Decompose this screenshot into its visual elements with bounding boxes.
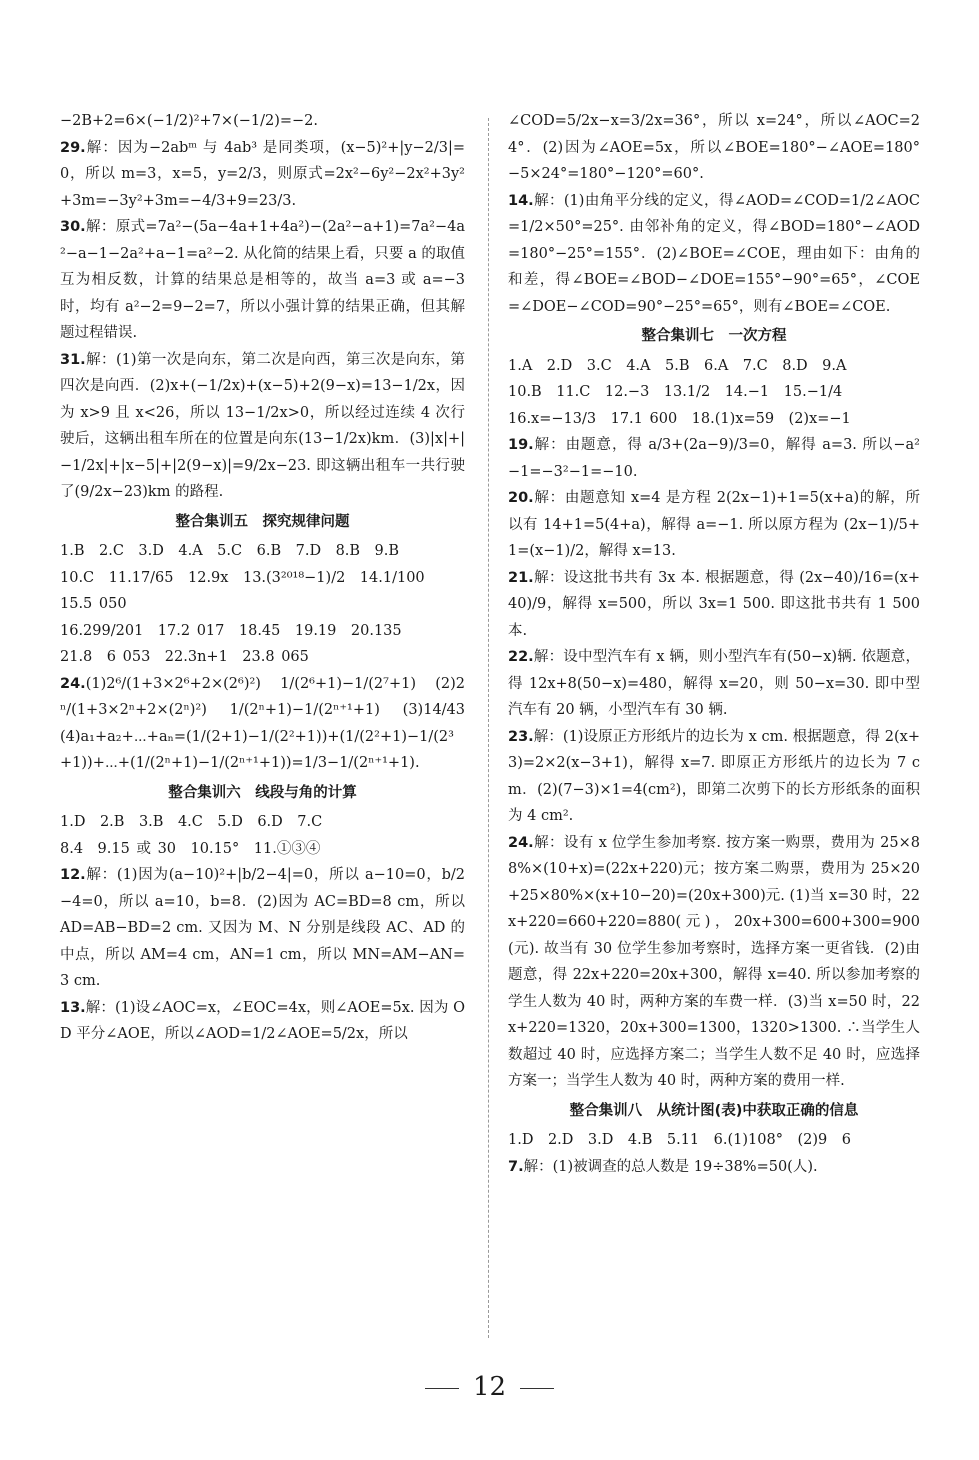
question-number: 13.: [60, 999, 86, 1016]
solution-paragraph: [508, 188, 920, 321]
solution-paragraph: [60, 671, 480, 777]
question-number: 23.: [508, 728, 534, 745]
solution-paragraph: [60, 862, 465, 995]
section-heading: 整合集训六 线段与角的计算: [168, 784, 357, 801]
solution-paragraph: [60, 347, 465, 506]
solution-paragraph: [508, 724, 920, 830]
answer-row: 16.299/201 17.2 017 18.45 19.19 20.135: [60, 622, 402, 639]
answer-row: 16.x=−13/3 17.1 600 18.(1)x=59 (2)x=−1: [508, 410, 851, 427]
answer-row: 1.A 2.D 3.C 4.A 5.B 6.A 7.C 8.D 9.A: [508, 357, 847, 374]
section-heading: 整合集训五 探究规律问题: [175, 513, 350, 530]
answer-row: 1.B 2.C 3.D 4.A 5.C 6.B 7.D 8.B 9.B: [60, 543, 400, 559]
solution-text: 解：(1)由角平分线的定义，得∠AOD=∠COD=1/2∠AOC=1/2×50°=25°. 由邻补角的定义，得∠BOD=180°−∠AOD=180°−25°=155°．(2)∠BOE=∠COE，理由如下：由角的和差，得∠BOE=∠BOD−∠DOE=155°−90°=65°，∠COE=∠DOE−∠COD=90°−25°=65°，则有∠BOE=∠COE.: [508, 192, 920, 315]
solution-paragraph: [508, 485, 920, 565]
solution-paragraph: [508, 108, 920, 188]
question-number: 21.: [508, 569, 534, 586]
answer-row: 10.C 11.17/65 12.9x 13.(3²⁰¹⁸−1)/2 14.1/100 15.5 050: [60, 569, 440, 612]
question-number: 14.: [508, 192, 534, 209]
right-column: [508, 108, 920, 1180]
solution-text: 解：(1)被调查的总人数是 19÷38%=50(人).: [523, 1158, 818, 1175]
column-divider: [488, 118, 489, 1338]
solution-text: 解：由题意，得 a/3+(2a−9)/3=0，解得 a=3. 所以−a²−1=−3²−1=−10.: [508, 437, 920, 480]
question-number: 19.: [508, 437, 534, 453]
solution-text: ∠COD=5/2x−x=3/2x=36°，所以 x=24°，所以∠AOC=24°．(2)因为∠AOE=5x，所以∠BOE=180°−∠AOE=180°−5×24°=180°−120°=60°.: [508, 113, 920, 182]
footer-dash-right: [520, 1388, 554, 1389]
solution-text: 解：(1)设原正方形纸片的边长为 x cm. 根据题意，得 2(x+3)=2×2(x−3+1)，解得 x=7. 即原正方形纸片的边长为 7 cm．(2)(7−3)×1=4(cm²)，即第二次剪下的长方形纸条的面积为 4 cm².: [508, 728, 920, 824]
answer-row: 1.D 2.D 3.D 4.B 5.11 6.(1)108° (2)9 6: [508, 1132, 851, 1148]
solution-text: 解：由题意知 x=4 是方程 2(2x−1)+1=5(x+a)的解，所以有 14+1=5(4+a)，解得 a=−1. 所以原方程为 (2x−1)/5+1=(x−1)/2，解得 x=13.: [508, 490, 920, 559]
question-number: 7.: [508, 1158, 524, 1175]
solution-paragraph: [60, 995, 465, 1048]
solution-paragraph: [508, 1154, 920, 1181]
solution-paragraph: [508, 644, 920, 724]
solution-paragraph: [60, 108, 465, 135]
footer-dash-left: [425, 1388, 459, 1389]
page-number: 12: [472, 1372, 507, 1402]
solution-paragraph: [508, 432, 920, 485]
question-number: 12.: [60, 867, 86, 883]
solution-text: 解：(1)第一次是向东，第二次是向西，第三次是向东，第四次是向西．(2)x+(−1/2x)+(x−5)+2(9−x)=13−1/2x，因为 x>9 且 x<26，所以 13−1/2x>0，所以经过连续 4 次行驶后，这辆出租车所在的位置是向东(13−1/2x)km．(3)|x|+|−1/2x|+|x−5|+|2(9−x)|=9/2x−23. 即这辆出租车一共行驶了(9/2x−23)km 的路程.: [60, 351, 465, 500]
solution-paragraph: [60, 214, 465, 347]
question-number: 20.: [508, 490, 534, 506]
solution-text: 解：(1)设∠AOC=x，∠EOC=4x，则∠AOE=5x. 因为 OD 平分∠AOE，所以∠AOD=1/2∠AOE=5/2x，所以: [60, 999, 465, 1042]
question-number: 22.: [508, 649, 534, 665]
solution-text: (1)2⁶/(1+3×2⁶+2×(2⁶)²) 1/(2⁶+1)−1/(2⁷+1) (2)2ⁿ/(1+3×2ⁿ+2×(2ⁿ)²) 1/(2ⁿ+1)−1/(2ⁿ⁺¹+1) (3)14/43 (4)a₁+a₂+⋯+aₙ=(1/(2+1)−1/(2²+1))+(1/(2²+1)−1/(2³+1))+⋯+(1/(2ⁿ+1)−1/(2ⁿ⁺¹+1))=1/3−1/(2ⁿ⁺¹+1).: [60, 675, 480, 771]
question-number: 24.: [508, 834, 534, 851]
page-footer: [0, 1372, 979, 1402]
question-number: 30.: [60, 219, 86, 235]
section-heading: 整合集训八 从统计图(表)中获取正确的信息: [569, 1102, 859, 1119]
solution-paragraph: [508, 830, 920, 1095]
question-number: 24.: [60, 675, 86, 692]
solution-text: 解：设有 x 位学生参加考察. 按方案一购票，费用为 25×88%×(10+x)=(22x+220)元；按方案二购票，费用为 25×20+25×80%×(x+10−20)=(20x+300)元. (1)当 x=30 时，22x+220=660+220=880(元)，20x+300=600+300=900(元). 故当有 30 位学生参加考察时，选择方案一更省钱．(2)由题意，得 22x+220=20x+300，解得 x=40. 所以参加考察的学生人数为 40 时，两种方案的车费一样．(3)当 x=50 时，22x+220=1320，20x+300=1300，1320>1300. ∴当学生人数超过 40 时，应选择方案二；当学生人数不足 40 时，应选择方案一；当学生人数为 40 时，两种方案的费用一样.: [508, 834, 920, 1089]
answer-row: 8.4 9.15 或 30 10.15° 11.①③④: [60, 840, 321, 857]
answer-row: 10.B 11.C 12.−3 13.1/2 14.−1 15.−1/4: [508, 384, 843, 400]
solution-text: 解：设中型汽车有 x 辆，则小型汽车有(50−x)辆. 依题意，得 12x+8(50−x)=480，解得 x=20，则 50−x=30. 即中型汽车有 20 辆，小型汽车有 30 辆.: [508, 649, 920, 718]
solution-text: 解：因为−2abᵐ 与 4ab³ 是同类项，(x−5)²+|y−2/3|=0，所以 m=3，x=5，y=2/3，则原式=2x²−6y²−2x²+3y²+3m=−3y²+3m=−4/3+9=23/3.: [60, 139, 465, 209]
solution-paragraph: [60, 135, 465, 215]
question-number: 29.: [60, 139, 86, 156]
left-column: [60, 108, 480, 1048]
question-number: 31.: [60, 351, 86, 368]
solution-text: −2B+2=6×(−1/2)²+7×(−1/2)=−2.: [60, 113, 318, 129]
answer-row: 1.D 2.B 3.B 4.C 5.D 6.D 7.C: [60, 814, 323, 830]
solution-text: 解：(1)因为(a−10)²+|b/2−4|=0，所以 a−10=0，b/2−4=0，所以 a=10，b=8．(2)因为 AC=BD=8 cm，所以 AD=AB−BD=2 cm. 又因为 M、N 分别是线段 AC、AD 的中点，所以 AM=4 cm，AN=1 cm，所以 MN=AM−AN=3 cm.: [60, 867, 465, 989]
solution-text: 解：设这批书共有 3x 本. 根据题意，得 (2x−40)/16=(x+40)/9，解得 x=500，所以 3x=1 500. 即这批书共有 1 500 本.: [508, 569, 920, 639]
solution-paragraph: [508, 565, 920, 645]
section-heading: 整合集训七 一次方程: [641, 328, 787, 344]
answer-row: 21.8 6 053 22.3n+1 23.8 065: [60, 649, 309, 665]
solution-text: 解：原式=7a²−(5a−4a+1+4a²)−(2a²−a+1)=7a²−4a²−a−1−2a²+a−1=a²−2. 从化简的结果上看，只要 a 的取值互为相反数，计算的结果总是相等的，故当 a=3 或 a=−3 时，均有 a²−2=9−2=7，所以小强计算的结果正确，但其解题过程错误.: [60, 219, 465, 341]
